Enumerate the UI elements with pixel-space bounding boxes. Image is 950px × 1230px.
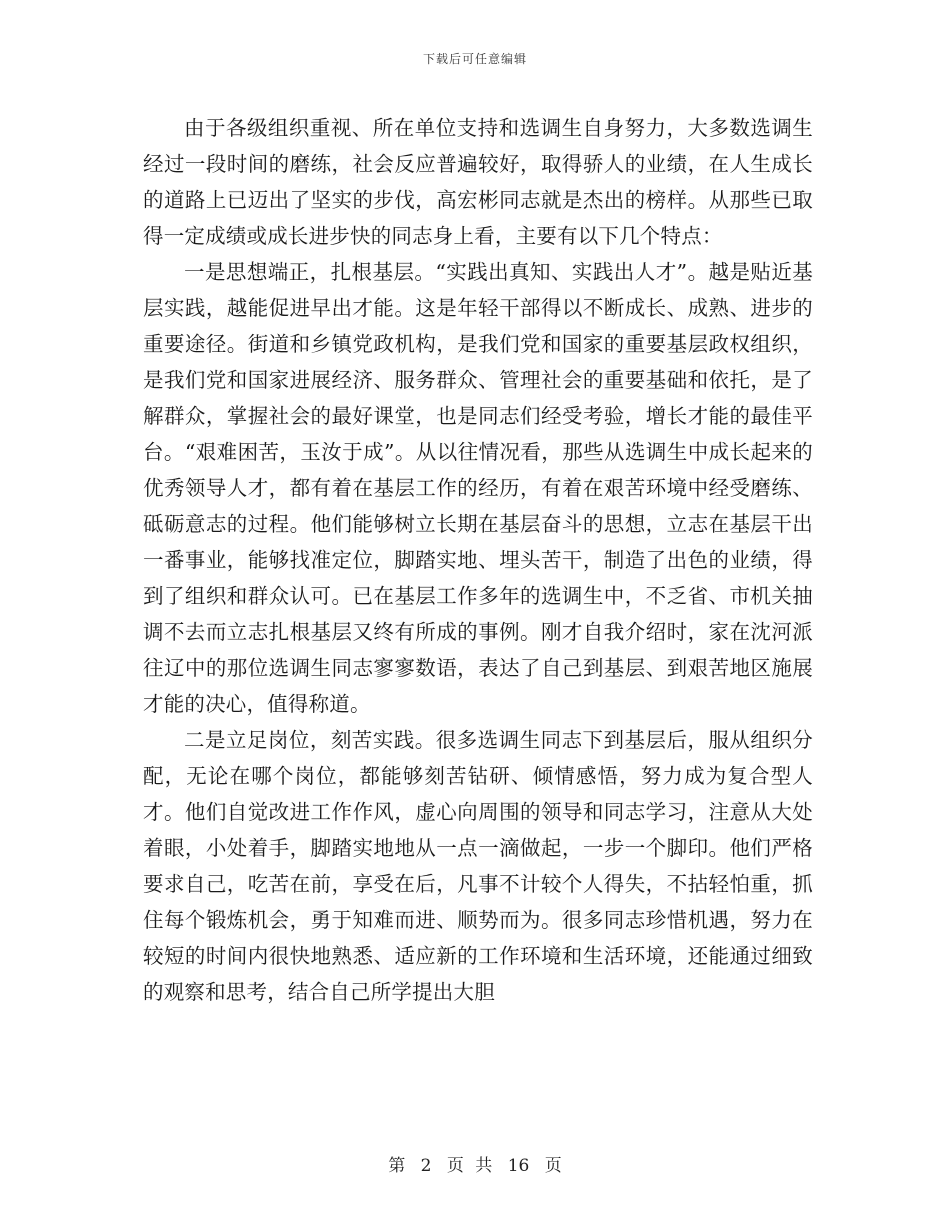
paragraph: 一是思想端正，扎根基层。“实践出真知、实践出人才”。越是贴近基层实践，越能促进早出才能。这是年轻干部得以不断成长、成熟、进步的重要途径。街道和乡镇党政机构，是我们党和国家的重要基层政权组织，是我们党和国家进展经济、服务群众、管理社会的重要基础和依托，是了解群众，掌握社会的最好课堂，也是同志们经受考验，增长才能的最佳平台。“艰难困苦，玉汝于成”。从以往情况看，那些从选调生中成长起来的优秀领导人才，都有着在基层工作的经历，有着在艰苦环境中经受磨练、砥砺意志的过程。他们能够树立长期在基层奋斗的思想，立志在基层干出一番事业，能够找准定位，脚踏实地、埋头苦干，制造了出色的业绩，得到了组织和群众认可。已在基层工作多年的选调生中，不乏省、市机关抽调不去而立志扎根基层又终有所成的事例。刚才自我介绍时，家在沈河派往辽中的那位选调生同志寥寥数语，表达了自己到基层、到艰苦地区施展才能的决心，值得称道。 bbox=[143, 260, 813, 716]
page-footer bbox=[0, 1151, 950, 1176]
page-header: 下载后可任意编辑 bbox=[422, 52, 527, 66]
total-page-count: 16 bbox=[507, 1156, 530, 1176]
footer-suffix: 页 bbox=[544, 1156, 562, 1176]
paragraph: 由于各级组织重视、所在单位支持和选调生自身努力，大多数选调生经过一段时间的磨练，社会反应普遍较好，取得骄人的业绩，在人生成长的道路上已迈出了坚实的步伐，高宏彬同志就是杰出的榜样。从那些已取得一定成绩或成长进步快的同志身上看，主要有以下几个特点： bbox=[143, 116, 813, 248]
document-body bbox=[143, 110, 813, 1010]
paragraph: 二是立足岗位，刻苦实践。很多选调生同志下到基层后，服从组织分配，无论在哪个岗位，都能够刻苦钻研、倾情感悟，努力成为复合型人才。他们自觉改进工作作风，虚心向周围的领导和同志学习，注意从大处着眼，小处着手，脚踏实地地从一点一滴做起，一步一个脚印。他们严格要求自己，吃苦在前，享受在后，凡事不计较个人得失，不拈轻怕重，抓住每个锻炼机会，勇于知难而进、顺势而为。很多同志珍惜机遇，努力在较短的时间内很快地熟悉、适应新的工作环境和生活环境，还能通过细致的观察和思考，结合自己所学提出大胆 bbox=[143, 728, 813, 1004]
footer-middle: 页 共 bbox=[446, 1156, 493, 1176]
footer-prefix: 第 bbox=[388, 1156, 406, 1176]
current-page-number: 2 bbox=[420, 1156, 432, 1176]
